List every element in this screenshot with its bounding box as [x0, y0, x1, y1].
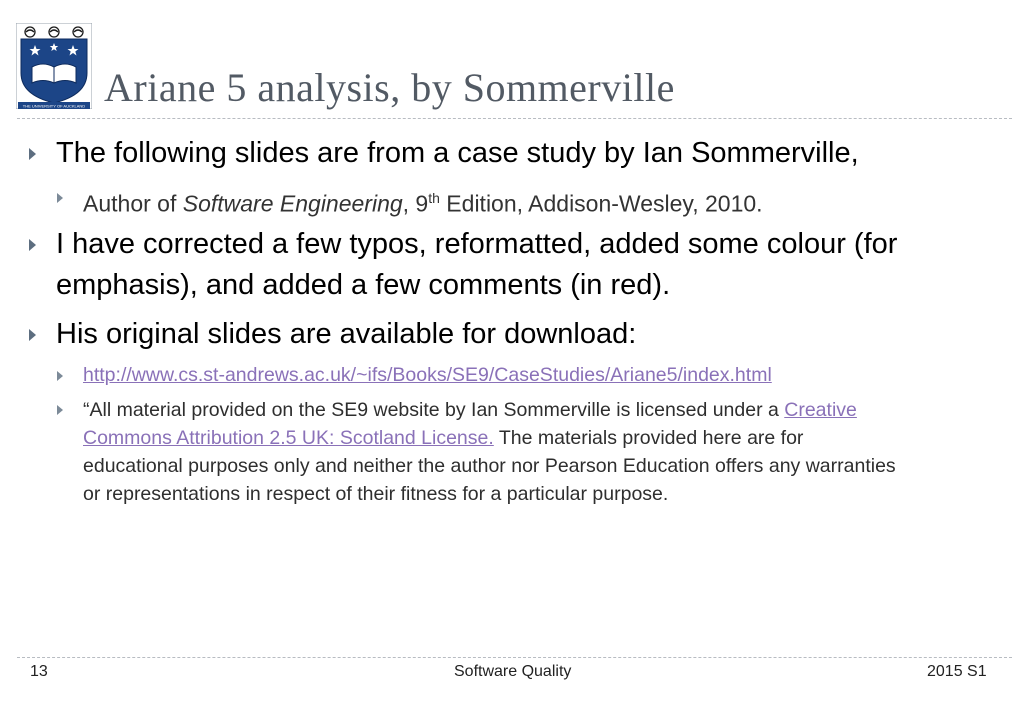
license-quote-line-2: Commons Attribution 2.5 UK: Scotland License. The materials provided here are for — [83, 427, 804, 449]
license-quote-line-1: “All material provided on the SE9 website by Ian Sommerville is licensed under a Creative — [83, 399, 857, 421]
slide-title: Ariane 5 analysis, by Sommerville — [104, 65, 675, 110]
bullet-text: His original slides are available for download: — [56, 318, 637, 350]
footer-course: Software Quality — [454, 663, 572, 680]
crest-text: THE UNIVERSITY OF AUCKLAND — [22, 103, 86, 109]
sub-bullet-text: Author of Software Engineering, 9th Edition, Addison-Wesley, 2010. — [83, 190, 763, 217]
license-quote-line-3: educational purposes only and neither the author nor Pearson Education offers any warranties — [83, 455, 896, 477]
sub-bullet-icon — [57, 193, 63, 203]
bullet-text-continued: emphasis), and added a few comments (in red). — [56, 269, 671, 301]
bullet-icon — [29, 329, 36, 341]
download-link-line — [83, 361, 772, 389]
bullet-text: The following slides are from a case study by Ian Sommerville, — [56, 137, 859, 169]
license-link-part2[interactable]: Commons Attribution 2.5 UK: Scotland License. — [83, 427, 494, 449]
bullet-text: I have corrected a few typos, reformatted, added some colour (for — [56, 228, 898, 260]
footer-divider — [17, 657, 1012, 658]
page-number: 13 — [30, 663, 48, 680]
sub-bullet-icon — [57, 371, 63, 381]
bullet-icon — [29, 239, 36, 251]
download-link[interactable]: http://www.cs.st-andrews.ac.uk/~ifs/Books/SE9/CaseStudies/Ariane5/index.html — [83, 364, 772, 386]
title-divider — [17, 118, 1012, 119]
sub-bullet-icon — [57, 405, 63, 415]
university-crest-logo — [16, 23, 92, 109]
bullet-icon — [29, 148, 36, 160]
footer-term: 2015 S1 — [927, 663, 987, 680]
license-link-part1[interactable]: Creative — [784, 399, 857, 421]
license-quote-line-4: or representations in respect of their fitness for a particular purpose. — [83, 483, 669, 505]
